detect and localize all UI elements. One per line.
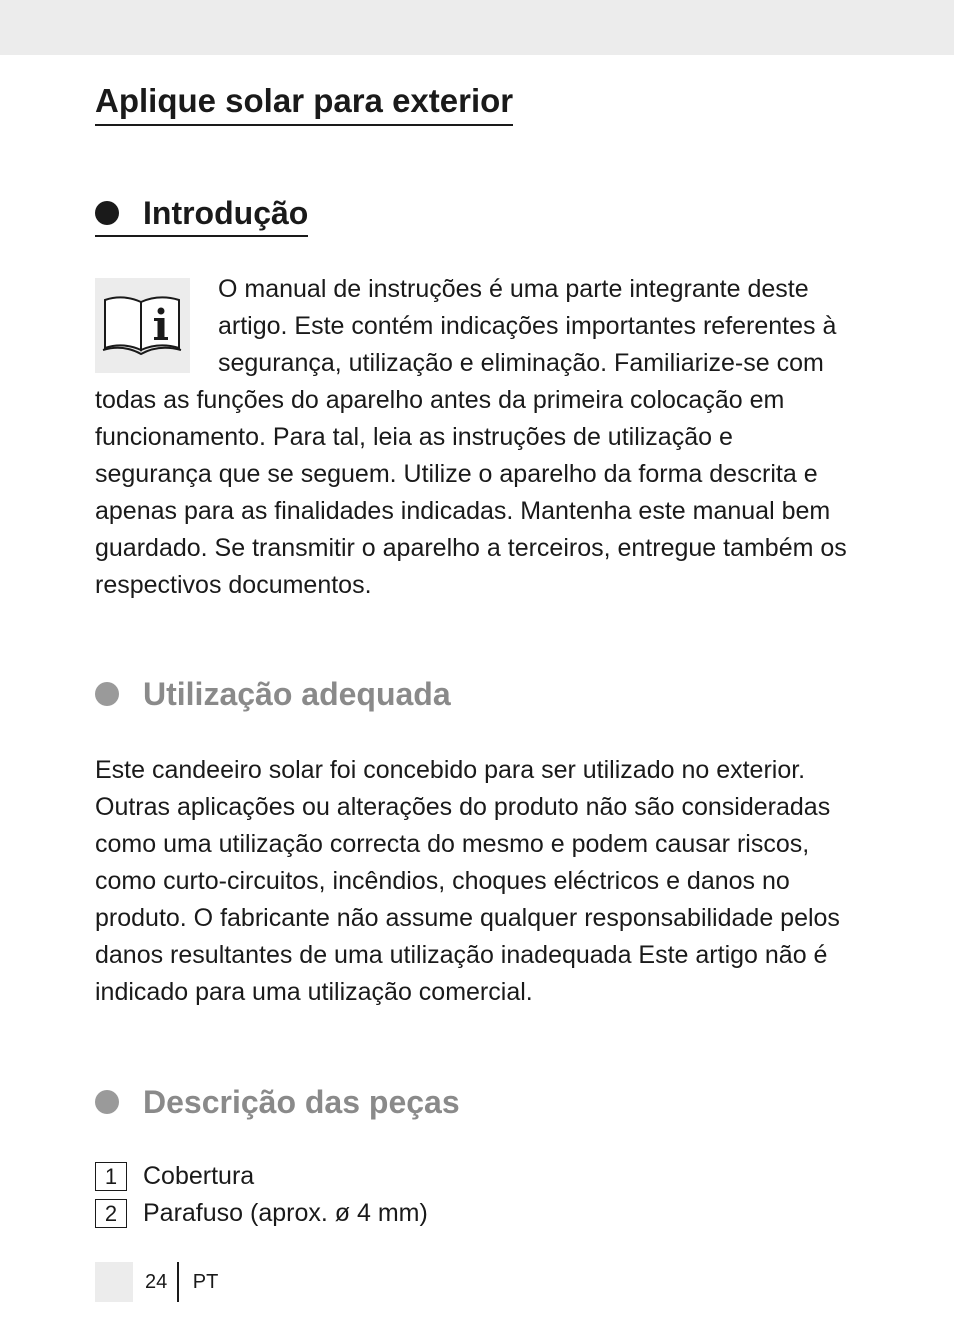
section-heading-intro xyxy=(95,193,308,237)
list-item xyxy=(95,1158,428,1195)
part-label: Parafuso (aprox. ø 4 mm) xyxy=(143,1199,428,1227)
part-number-box: 1 xyxy=(95,1162,127,1191)
part-label: Cobertura xyxy=(143,1162,255,1190)
section-heading-use xyxy=(95,674,451,714)
section-heading-use-text: Utilização adequada xyxy=(143,676,451,712)
footer-divider xyxy=(177,1262,179,1302)
bullet-icon xyxy=(95,201,119,225)
bullet-icon xyxy=(95,682,119,706)
language-code: PT xyxy=(192,1270,219,1293)
use-paragraph: Este candeeiro solar foi concebido para ser utilizado no exterior. Outras aplicações ou alterações do produto não são consideradas como uma utilização correcta do mesmo e podem causar riscos, como curto-circuitos, incêndios, choques eléctricos e danos no produto. O fabricante não assume qualquer responsabilidade pelos danos resultantes de uma utilização inadequada Este artigo não é indicado para uma utilização comercial. xyxy=(95,756,840,1006)
section-heading-parts xyxy=(95,1082,460,1122)
intro-paragraph xyxy=(95,271,855,604)
section-heading-intro-text: Introdução xyxy=(143,195,309,231)
section-heading-parts-text: Descrição das peças xyxy=(143,1084,460,1120)
parts-list xyxy=(95,1158,428,1232)
page-footer xyxy=(95,1262,218,1302)
page-number: 24 xyxy=(145,1270,168,1293)
bullet-icon xyxy=(95,1090,119,1114)
footer-marker xyxy=(95,1262,133,1302)
part-number-box: 2 xyxy=(95,1199,127,1228)
intro-paragraph-text: O manual de instruções é uma parte integrante deste artigo. Este contém indicações importantes referentes à segurança, utilização e eliminação. Familiarize-se com todas as funções do aparelho antes da primeira colocação em funcionamento. Para tal, leia as instruções de utilização e segurança que se seguem. Utilize o aparelho da forma descrita e apenas para as finalidades indicadas. Mantenha este manual bem guardado. Se transmitir o aparelho a terceiros, entregue também os respectivos documentos. xyxy=(95,275,847,599)
top-band xyxy=(0,0,954,55)
list-item xyxy=(95,1195,428,1232)
document-title: Aplique solar para exterior xyxy=(95,80,513,126)
